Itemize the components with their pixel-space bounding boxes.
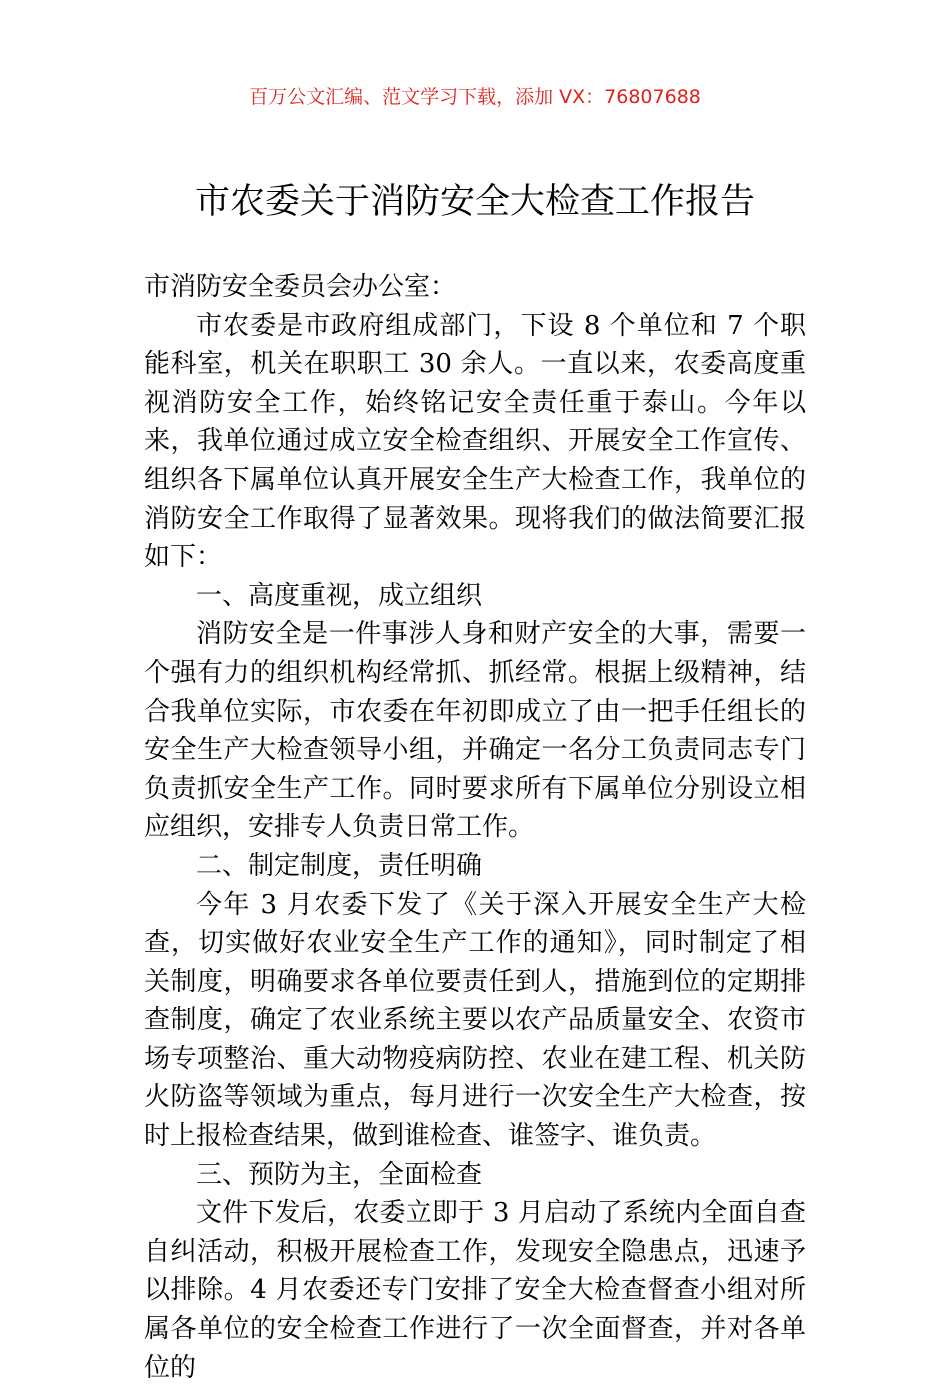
section-heading-3: 三、预防为主，全面检查 (196, 1159, 483, 1190)
section-heading-2: 二、制定制度，责任明确 (196, 850, 483, 881)
section-heading-1: 一、高度重视，成立组织 (196, 580, 483, 611)
salutation: 市消防安全委员会办公室： (144, 272, 457, 302)
paragraph-intro: 市农委是市政府组成部门，下设 8 个单位和 7 个职能科室，机关在职职工 30 余人。一直以来，农委高度重视消防安全工作，始终铭记安全责任重于泰山。今年以来，我单位通过成立安全检查组织、开展安全工作宣传、组织各下属单位认真开展安全生产大检查工作，我单位的消防安全工作取得了显著效果。现将我们的做法简要汇报如下： (144, 310, 806, 573)
header-watermark-note: 百万公文汇编、范文学习下载，添加 VX：76807688 (249, 86, 701, 108)
paragraph-section-3: 文件下发后，农委立即于 3 月启动了系统内全面自查自纠活动，积极开展检查工作，发现安全隐患点，迅速予以排除。4 月农委还专门安排了安全大检查督查小组对所属各单位的安全检查工作进行了一次全面督查，并对各单位的 (144, 1198, 806, 1383)
document-title: 市农委关于消防安全大检查工作报告 (194, 182, 755, 222)
paragraph-section-2: 今年 3 月农委下发了《关于深入开展安全生产大检查，切实做好农业安全生产工作的通知》，同时制定了相关制度，明确要求各单位要责任到人，措施到位的定期排查制度，确定了农业系统主要以农产品质量安全、农资市场专项整治、重大动物疫病防控、农业在建工程、机关防火防盗等领域为重点，每月进行一次安全生产大检查，按时上报检查结果，做到谁检查、谁签字、谁负责。 (144, 889, 806, 1152)
document-body (144, 268, 806, 1387)
paragraph-section-1: 消防安全是一件事涉人身和财产安全的大事，需要一个强有力的组织机构经常抓、抓经常。根据上级精神，结合我单位实际，市农委在年初即成立了由一把手任组长的安全生产大检查领导小组，并确定一名分工负责同志专门负责抓安全生产工作。同时要求所有下属单位分别设立相应组织，安排专人负责日常工作。 (144, 619, 806, 843)
